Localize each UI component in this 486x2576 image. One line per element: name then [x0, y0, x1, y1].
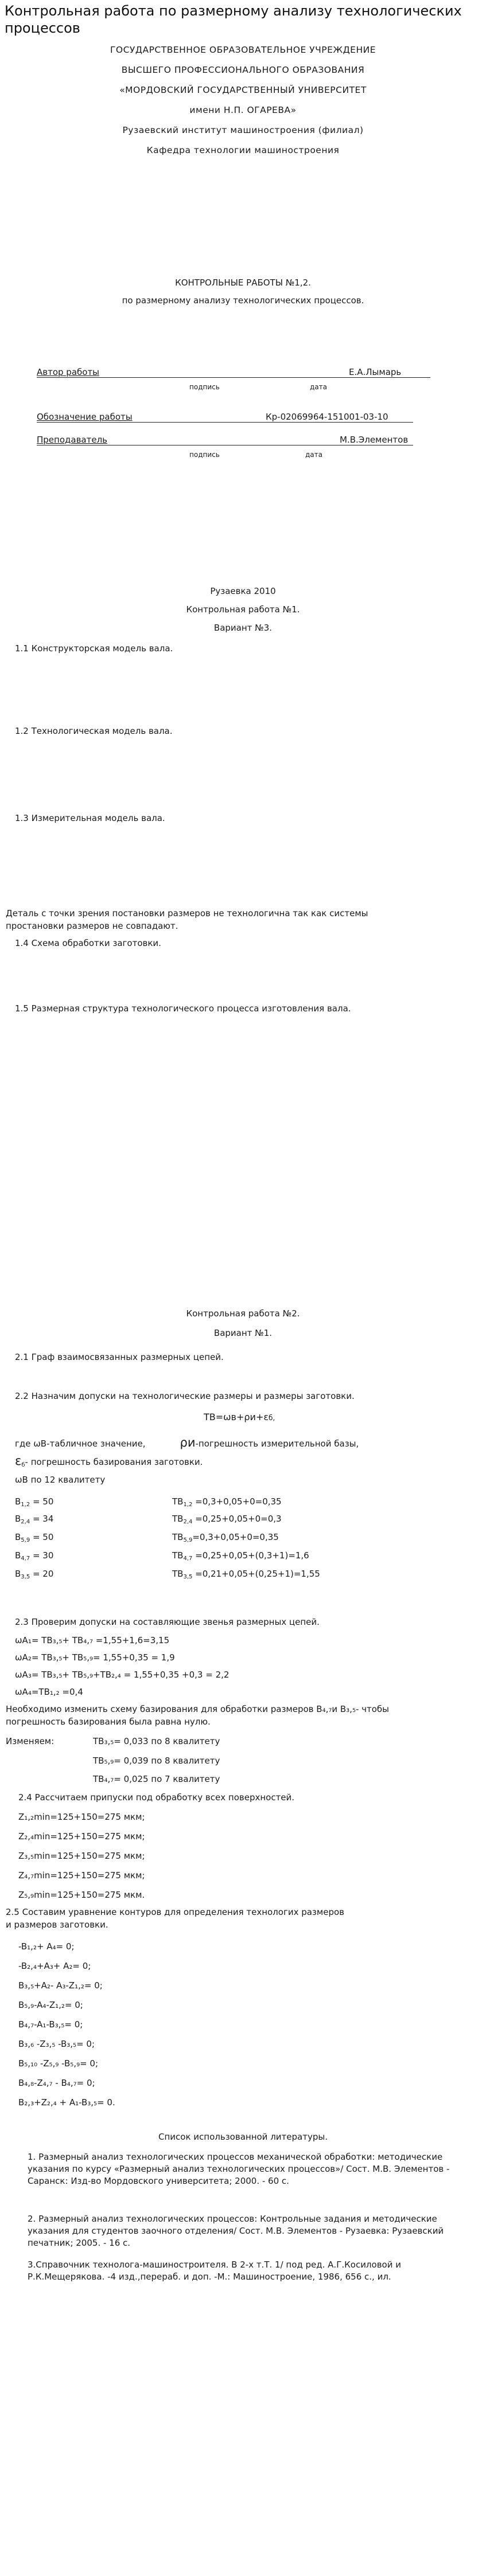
table-row-left: $B_{5,9} = 50$ — [15, 1532, 54, 1543]
change-3: TB₄,₇= 0,025 по 7 квалитету — [93, 1774, 220, 1784]
section-1-4: 1.4 Схема обработки заготовки. — [15, 938, 161, 948]
equation-7: B₅,₁₀ -Z₅,₉ -B₅,₉= 0; — [18, 2058, 99, 2069]
allowance-2: Z₂,₄min=125+150=275 мкм; — [18, 1831, 145, 1842]
equation-2: -B₂,₄+A₃+ A₂= 0; — [18, 1961, 91, 1971]
work2-variant: Вариант №1. — [213, 1328, 273, 1338]
where-line-2: $\varepsilon_б-$ погрешность базирования заготовки. — [15, 1454, 203, 1468]
omega-qualifier: ωВ по 12 квалитету — [15, 1475, 106, 1485]
section-2-3: 2.3 Проверим допуски на составляющие звенья размерных цепей. — [15, 1617, 320, 1627]
table-row-left: $B_{2,4} = 34$ — [15, 1514, 54, 1525]
signature-caption-2: подпись — [189, 451, 220, 459]
page-title: Контрольная работа по размерному анализу технологических процессов — [5, 3, 462, 36]
header-line-4: имени Н.П. ОГАРЕВА» — [189, 105, 297, 115]
work2-title: Контрольная работа №2. — [186, 1308, 300, 1319]
table-row-left: $B_{1,2} = 50$ — [15, 1496, 54, 1508]
table-row-right: $TB_{4,7} =0,25+0,05+(0,3+1)=1,6$ — [172, 1550, 309, 1562]
check-4: ωA₄=TB₁,₂ =0,4 — [15, 1687, 83, 1697]
header-line-1: ГОСУДАРСТВЕННОЕ ОБРАЗОВАТЕЛЬНОЕ УЧРЕЖДЕНИЕ — [110, 45, 376, 55]
detail-paragraph-line-2: простановки размеров не совпадают. — [6, 921, 178, 931]
section-1-3: 1.3 Измерительная модель вала. — [15, 813, 165, 823]
designation-label: Обозначение работы — [37, 412, 133, 422]
section-2-2: 2.2 Назначим допуски на технологические размеры и размеры заготовки. — [15, 1391, 355, 1401]
cover-subheading: по размерному анализу технологических процессов. — [122, 295, 364, 306]
author-name: Е.А.Лымарь — [349, 367, 402, 377]
change-2: TB₅,₉= 0,039 по 8 квалитету — [93, 1756, 220, 1766]
table-row-right: $TB_{5,9}=0,3+0,05+0=0,35$ — [172, 1532, 279, 1543]
allowance-5: Z₅,₉min=125+150=275 мкм. — [18, 1890, 145, 1900]
table-row-right: $TB_{3,5} =0,21+0,05+(0,25+1)=1,55$ — [172, 1569, 320, 1580]
check-1: ωA₁= TB₃,₅+ TB₄,₇ =1,55+1,6=3,15 — [15, 1635, 170, 1645]
literature-item-1: 1. Размерный анализ технологических процессов механической обработки: методические указания по курсу «Размерный анализ технологических процессов»/ Сост. М.В. Элементов - Саранск: Изд-во Мордовского университета; 2000. - 60 с. — [28, 2152, 450, 2186]
section-2-4: 2.4 Рассчитаем припуски под обработку всех поверхностей. — [18, 1792, 295, 1803]
check-2: ωA₂= TB₃,₅+ TB₅,₉= 1,55+0,35 = 1,9 — [15, 1652, 175, 1663]
table-row-left: $B_{4,7} = 30$ — [15, 1550, 54, 1562]
section-1-5: 1.5 Размерная структура технологического процесса изготовления вала. — [15, 1003, 351, 1014]
literature-heading: Список использованной литературы. — [158, 2132, 328, 2142]
need-paragraph-line-2: погрешность базирования была равна нулю. — [6, 1717, 211, 1727]
literature-item-3: 3.Справочник технолога-машиностроителя. В 2-х т.Т. 1/ под ред. А.Г.Косиловой и Р.К.Мещерякова. -4 изд.,перераб. и доп. -М.: Машиностроение, 1986, 656 с., ил. — [28, 2260, 401, 2282]
table-row-left: $B_{3,5} = 20$ — [15, 1569, 54, 1580]
change-1: TB₃,₅= 0,033 по 8 квалитету — [93, 1736, 220, 1746]
designation-underline — [37, 422, 413, 423]
tolerance-formula: TB=ωв+ρи+εб, — [204, 1412, 275, 1422]
designation-value: Кр-02069964-151001-03-10 — [266, 412, 388, 422]
work1-variant: Вариант №3. — [213, 623, 273, 633]
equation-8: B₄,₈-Z₄,₇ - B₄,₇= 0; — [18, 2078, 95, 2088]
header-line-5: Рузаевский институт машиностроения (филиал) — [122, 125, 364, 135]
equation-4: B₅,₉-A₄-Z₁,₂= 0; — [18, 2000, 83, 2010]
where-line-1: где ωВ-табличное значение, ρи-погрешность измерительной базы, — [15, 1436, 359, 1449]
header-line-2: ВЫСШЕГО ПРОФЕССИОНАЛЬНОГО ОБРАЗОВАНИЯ — [121, 65, 365, 75]
table-row-right: $TB_{2,4} =0,25+0,05+0=0,3$ — [172, 1514, 282, 1525]
section-2-5-line-1: 2.5 Составим уравнение контуров для определения технологих размеров — [6, 1907, 344, 1917]
equation-3: B₃,₅+A₂- A₃-Z₁,₂= 0; — [18, 1980, 103, 1991]
detail-paragraph-line-1: Деталь с точки зрения постановки размеров не технологична так как системы — [6, 908, 368, 918]
table-row-right: $TB_{1,2} =0,3+0,05+0=0,35$ — [172, 1496, 282, 1508]
need-paragraph-line-1: Необходимо изменить схему базирования для обработки размеров В₄,₇и В₃,₅- чтобы — [6, 1704, 390, 1714]
author-underline — [37, 377, 430, 378]
equation-1: -B₁,₂+ A₄= 0; — [18, 1941, 75, 1952]
date-caption-2: дата — [305, 451, 322, 459]
allowance-4: Z₄,₇min=125+150=275 мкм; — [18, 1870, 145, 1881]
cover-heading: КОНТРОЛЬНЫЕ РАБОТЫ №1,2. — [175, 277, 311, 288]
section-2-5-line-2: и размеров заготовки. — [6, 1920, 108, 1930]
signature-caption: подпись — [189, 383, 220, 391]
teacher-label: Преподаватель — [37, 435, 108, 445]
teacher-name: М.В.Элементов — [340, 435, 409, 445]
equation-5: B₄,₇-A₁-B₃,₅= 0; — [18, 2019, 83, 2030]
equation-6: B₃,₆ -Z₃,₅ -B₃,₅= 0; — [18, 2039, 95, 2049]
section-2-1: 2.1 Граф взаимосвязанных размерных цепей. — [15, 1352, 224, 1362]
check-3: ωA₃= TB₃,₅+ TB₅,₉+TB₂,₄ = 1,55+0,35 +0,3 = 2,2 — [15, 1670, 230, 1680]
city-year: Рузаевка 2010 — [210, 586, 276, 596]
section-1-1: 1.1 Конструкторская модель вала. — [15, 643, 173, 654]
header-line-3: «МОРДОВСКИЙ ГОСУДАРСТВЕННЫЙ УНИВЕРСИТЕТ — [119, 85, 367, 95]
change-label: Изменяем: — [6, 1736, 55, 1746]
date-caption: дата — [310, 383, 327, 391]
work1-title: Контрольная работа №1. — [186, 604, 300, 615]
allowance-1: Z₁,₂min=125+150=275 мкм; — [18, 1812, 145, 1822]
allowance-3: Z₃,₅min=125+150=275 мкм; — [18, 1851, 145, 1861]
literature-item-2: 2. Размерный анализ технологических процессов: Контрольные задания и методические указания для студентов заочного отделения/ Сост. М.В. Элементов - Рузаевка: Рузаевский печатник; 2005. - 16 с. — [28, 2214, 444, 2248]
section-1-2: 1.2 Технологическая модель вала. — [15, 726, 173, 736]
header-line-6: Кафедра технологии машиностроения — [146, 145, 340, 155]
equation-9: B₂,₃+Z₂,₄ + A₁-B₃,₅= 0. — [18, 2097, 115, 2108]
author-label: Автор работы — [37, 367, 100, 377]
